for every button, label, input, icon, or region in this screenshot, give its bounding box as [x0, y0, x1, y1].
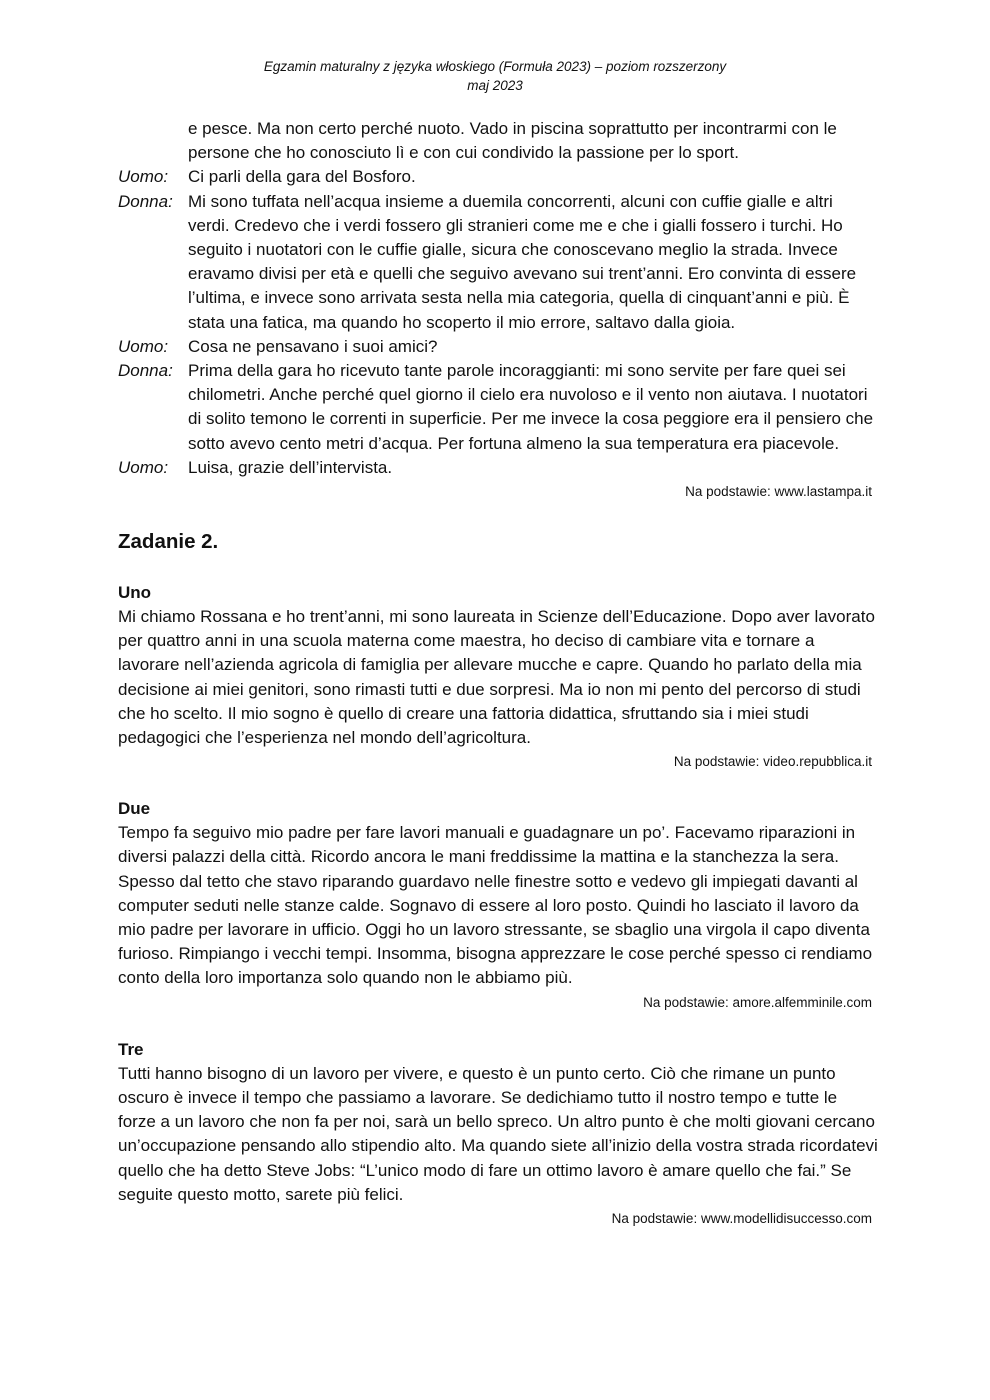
dialogue-text: Ci parli della gara del Bosforo.: [188, 167, 416, 187]
dialogue-text: Mi sono tuffata nell’acqua insieme a duemila concorrenti, alcuni con cuffie gialle e altri verdi. Credevo che i verdi fossero gli stranieri come me e che i gialli fossero i turchi. Ho seguito i nuotatori con le cuffie gialle, sicura che conoscevano meglio la strada. Invece eravamo divisi per età e quelli che seguivo avevano sui trent’anni. Ero convinta di essere l’ultima, e invece sono arrivata sesta nella mia categoria, quella di cinquant’anni e più. È stata una fatica, ma quando ho scoperto il mio errore, saltavo dalla gioia.: [188, 191, 857, 332]
text-section-due: [118, 797, 878, 1011]
text-section-uno: [118, 581, 878, 771]
dialogue-text: Cosa ne pensavano i suoi amici?: [188, 336, 438, 356]
dialogue-line: [118, 190, 878, 335]
dialogue-text: Prima della gara ho ricevuto tante parole incoraggianti: mi sono servite per fare quei sei chilometri. Anche perché quel giorno il cielo era nuvoloso e il vento non aiutava. I nuotatori di solito temono le correnti in superficie. Per me invece la cosa peggiore era il pensiero che sotto avevo cento metri d’acqua. Per fortuna almeno la sua temperatura era piacevole.: [188, 361, 874, 453]
speaker-label: [118, 117, 188, 165]
section-body: Tutti hanno bisogno di un lavoro per vivere, e questo è un punto certo. Ciò che rimane un punto oscuro è invece il tempo che passiamo a lavorare. Se dedichiamo tutto il nostro tempo e tutte le forze a un lavoro che non fa per noi, sarà un bello spreco. Un altro punto è che molti giovani cercano un’occupazione pensando allo stipendio alto. Ma quando siete all’inizio della vostra strada ricordatevi quello che ha detto Steve Jobs: “L’unico modo di fare un ottimo lavoro è amare quello che fai.” Se seguite questo motto, sarete più felici.: [118, 1063, 878, 1204]
section-title: Due: [118, 799, 151, 819]
speaker-label: Donna:: [118, 191, 173, 211]
dialogue-line: [118, 165, 878, 189]
source-citation: Na podstawie: www.lastampa.it: [685, 484, 872, 500]
dialogue-text: Luisa, grazie dell’intervista.: [188, 457, 393, 477]
exam-title: Egzamin maturalny z języka włoskiego (Formuła 2023) – poziom rozszerzony: [263, 59, 727, 74]
task-title: Zadanie 2.: [118, 530, 219, 554]
speaker-label: Donna:: [118, 361, 173, 381]
section-title: Tre: [118, 1039, 144, 1059]
speaker-label: Uomo:: [118, 336, 169, 356]
section-body: Tempo fa seguivo mio padre per fare lavori manuali e guadagnare un po’. Facevamo riparazioni in diversi palazzi della città. Ricordo ancora le mani freddissime la mattina e la stanchezza la sera. Spesso dal tetto che stavo riparando guardavo nelle finestre sotto e vedevo gli impiegati davanti al computer seduti nelle stanze calde. Sognavo di essere al loro posto. Quindi ho lasciato il lavoro da mio padre per lavorare in ufficio. Oggi ho un lavoro stressante, se sbaglio una virgola il capo diventa furioso. Rimpiango i vecchi tempi. Insomma, bisogna apprezzare le cose perché spesso ci rendiamo conto della loro importanza solo quando non le abbiamo più.: [118, 823, 873, 988]
dialogue-line: [118, 335, 878, 359]
text-section-tre: [118, 1038, 878, 1228]
interview-dialogue: [118, 117, 878, 480]
exam-date: maj 2023: [467, 78, 523, 93]
dialogue-line: [118, 456, 878, 480]
page-header: [0, 57, 990, 95]
dialogue-text: e pesce. Ma non certo perché nuoto. Vado in piscina soprattutto per incontrarmi con le persone che ho conosciuto lì e con cui condivido la passione per lo sport.: [188, 119, 837, 163]
source-citation: Na podstawie: www.modellidisuccesso.com: [611, 1210, 872, 1226]
speaker-label: Uomo:: [118, 167, 169, 187]
dialogue-line: [118, 359, 878, 456]
source-citation: Na podstawie: video.repubblica.it: [673, 754, 872, 770]
page-content: [118, 117, 878, 1228]
section-body: Mi chiamo Rossana e ho trent’anni, mi sono laureata in Scienze dell’Educazione. Dopo aver lavorato per quattro anni in una scuola materna come maestra, ho deciso di cambiare vita e tornare a lavorare nell’azienda agricola di famiglia per allevare mucche e capre. Quando ho parlato della mia decisione ai miei genitori, sono rimasti tutti e due sorpresi. Ma io non mi pento del percorso di studi che ho scelto. Il mio sogno è quello di creare una fattoria didattica, sfruttando sia i miei studi pedagogici che l’esperienza nel mondo dell’agricoltura.: [118, 607, 875, 748]
source-citation: Na podstawie: amore.alfemminile.com: [643, 994, 872, 1010]
dialogue-line: [118, 117, 878, 165]
speaker-label: Uomo:: [118, 457, 169, 477]
section-title: Uno: [118, 583, 152, 603]
